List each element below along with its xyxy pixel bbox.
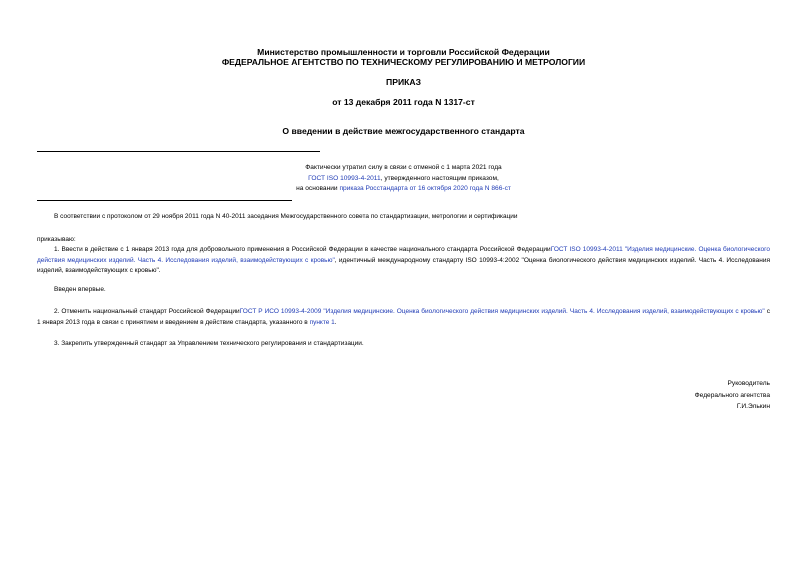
date-number: от 13 декабря 2011 года N 1317-ст [332, 97, 475, 107]
signature-name: Г.И.Элькин [736, 403, 770, 410]
preamble-paragraph: В соответствии с протоколом от 29 ноября 2011 года N 40-2011 заседания Межгосударственного совета по стандартизации, метрологии и сертификации [54, 213, 518, 220]
gost-iso-link[interactable]: ГОСТ ISO 10993-4-2011 [308, 174, 381, 182]
paragraph-2 [37, 307, 770, 328]
rosstandart-order-link[interactable]: приказа Росстандарта от 16 октября 2020 года N 866-ст [339, 185, 511, 192]
signature-block [570, 378, 770, 413]
paragraph-3: 3. Закрепить утвержденный стандарт за Управлением технического регулирования и стандартизации. [54, 340, 364, 347]
ministry-title: Министерство промышленности и торговли Российской Федерации [257, 47, 550, 57]
agency-title: ФЕДЕРАЛЬНОЕ АГЕНТСТВО ПО ТЕХНИЧЕСКОМУ РЕГУЛИРОВАНИЮ И МЕТРОЛОГИИ [221, 57, 586, 67]
doc-subject: О введении в действие межгосударственного стандарта [282, 126, 525, 136]
order-word: приказываю: [37, 236, 76, 243]
paragraph-1-start: 1. Ввести в действие с 1 января 2013 года для добровольного применения в Российской Федерации в качестве национального стандарта Российской Федерации [54, 246, 551, 253]
item-1-link[interactable]: пункте 1 [309, 318, 335, 326]
paragraph-1-end: , идентичный международному стандарту ISO 10993-4:2002 "Оценка биологического действия медицинских изделий. Часть 4. Исследования изделий, взаимодействующих с кровью". [37, 256, 770, 275]
status-note-text: на основании [296, 185, 340, 192]
status-note-line1: Фактически утратил силу в связи с отменой с 1 марта 2021 года [305, 164, 502, 171]
gost-iso-10993-link[interactable]: ГОСТ ISO 10993-4-2011 "Изделия медицинские. Оценка биологического действия медицинских изделий. Часть 4. Исследования изделий, взаимодействующих с кровью" [37, 246, 770, 264]
paragraph-2-end: . [334, 318, 337, 326]
paragraph-1 [37, 245, 770, 277]
signature-agency: Федерального агентства [694, 391, 770, 399]
divider-bottom [37, 200, 292, 201]
signature-title: Руководитель [727, 380, 770, 387]
divider-top [37, 151, 320, 152]
doc-type: ПРИКАЗ [386, 77, 421, 87]
paragraph-2-start: 2. Отменить национальный стандарт Российской Федерации [54, 308, 240, 315]
status-note-line3 [0, 184, 807, 195]
paragraph-2-mid: с 1 января 2013 года в связи с принятием и введением в действие стандарта, указанного в [37, 308, 770, 326]
introduced-note: Введен впервые. [54, 286, 106, 293]
status-note-text: , утвержденного настоящим приказом, [380, 174, 499, 182]
gost-r-iso-link[interactable]: ГОСТ Р ИСО 10993-4-2009 "Изделия медицинские. Оценка биологического действия медицинских изделий. Часть 4. Исследования изделий, взаимодействующих с кровью" [239, 308, 765, 315]
status-note-line2 [0, 174, 807, 185]
